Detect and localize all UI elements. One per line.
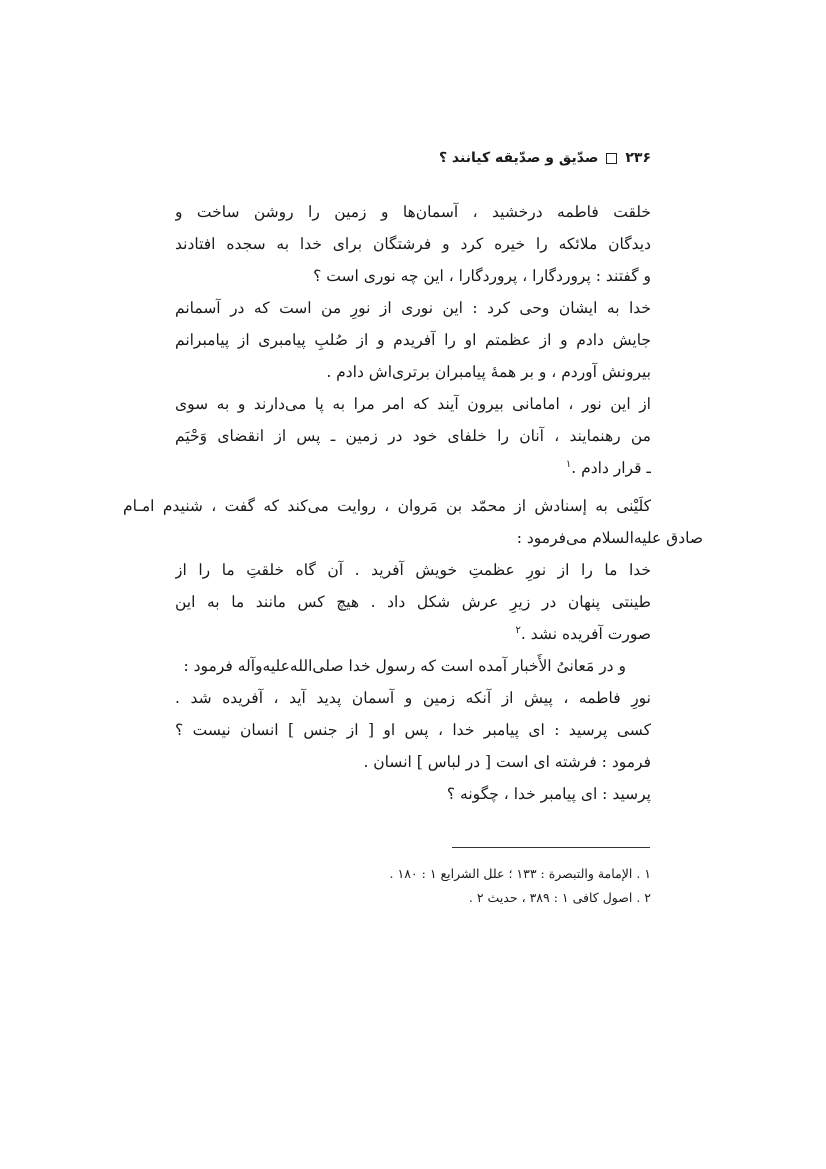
footnote-1: ۱ . الإمامة والتبصرة : ۱۳۳ ؛ علل الشرایع ۱ : ۱۸۰ . [389, 866, 651, 881]
text-line: و گفتند : پروردگارا ، پروردگارا ، این چه نوری است ؟ [313, 267, 651, 285]
text-line: بیرونش آوردم ، و بر همهٔ پیامبران برتری‌اش دادم . [326, 363, 651, 381]
text-line: نورِ فاطمه ، پیش از آنکه زمین و آسمان پدید آید ، آفریده شد . [175, 689, 651, 707]
footnote-2: ۲ . اصول کافی ۱ : ۳۸۹ ، حدیث ۲ . [468, 890, 651, 905]
text-line: من رهنمایند ، آنان را خلفای خود در زمین ـ پس از انقضای وَحْیَم [175, 427, 651, 445]
text-line: صادق علیه‌السلام می‌فرمود : [516, 529, 703, 547]
quote-block-1 [175, 196, 651, 484]
text-line: دیدگان ملائکه را خیره کرد و فرشتگان برای خدا به سجده افتادند [175, 235, 651, 253]
running-title: صدّیق و صدّیقه کیانند ؟ [438, 150, 599, 166]
text-line: جایش دادم و از عظمتم او را آفریدم و از صُلبِ پیامبری از پیامبرانم [175, 331, 651, 349]
text-line: پرسید : ای پیامبر خدا ، چگونه ؟ [446, 785, 651, 803]
quote-block-2 [175, 554, 651, 650]
text-line: خلقت فاطمه درخشید ، آسمان‌ها و زمین را روشن ساخت و [175, 203, 651, 221]
footnote-divider [452, 847, 650, 848]
footnotes [390, 862, 651, 910]
text-line-content: صورت آفریده نشد . [520, 625, 651, 643]
narration [123, 490, 703, 554]
text-line: و در مَعانیُ الأَخبار آمده است که رسول خدا صلی‌الله‌علیه‌وآله فرمود : [183, 657, 626, 675]
text-line [175, 452, 651, 484]
text-line: از این نور ، امامانی بیرون آیند که امر مرا به پا می‌دارند و به سوی [175, 395, 651, 413]
footnote-ref-1: ۱ [565, 458, 572, 470]
text-line: خدا ما را از نورِ عظمتِ خویش آفرید . آن گاه خلقتِ ما را از [175, 561, 651, 579]
text-line: خدا به ایشان وحی کرد : این نوری از نورِ من است که در آسمانم [175, 299, 651, 317]
footnote-ref-2: ۲ [515, 624, 521, 636]
text-line-content: ـ قرار دادم . [571, 459, 651, 477]
square-bullet-icon [606, 153, 617, 164]
text-line: کلَیْنی به إسنادش از محمّد بن مَروان ، روایت می‌کند که گفت ، شنیدم امـام [123, 497, 651, 515]
text-line [175, 618, 651, 650]
quote-block-3 [175, 682, 651, 810]
page-header [439, 150, 651, 166]
text-line: طینتی پنهان در زیرِ عرش شکل داد . هیچ کس مانند ما به این [175, 593, 651, 611]
text-line: کسی پرسید : ای پیامبر خدا ، پس او [ از جنس ] انسان نیست ؟ [175, 721, 651, 739]
intro-line [175, 650, 626, 682]
text-line: فرمود : فرشته ای است [ در لباس ] انسان . [363, 753, 651, 771]
page-number: ۲۳۶ [625, 150, 651, 166]
